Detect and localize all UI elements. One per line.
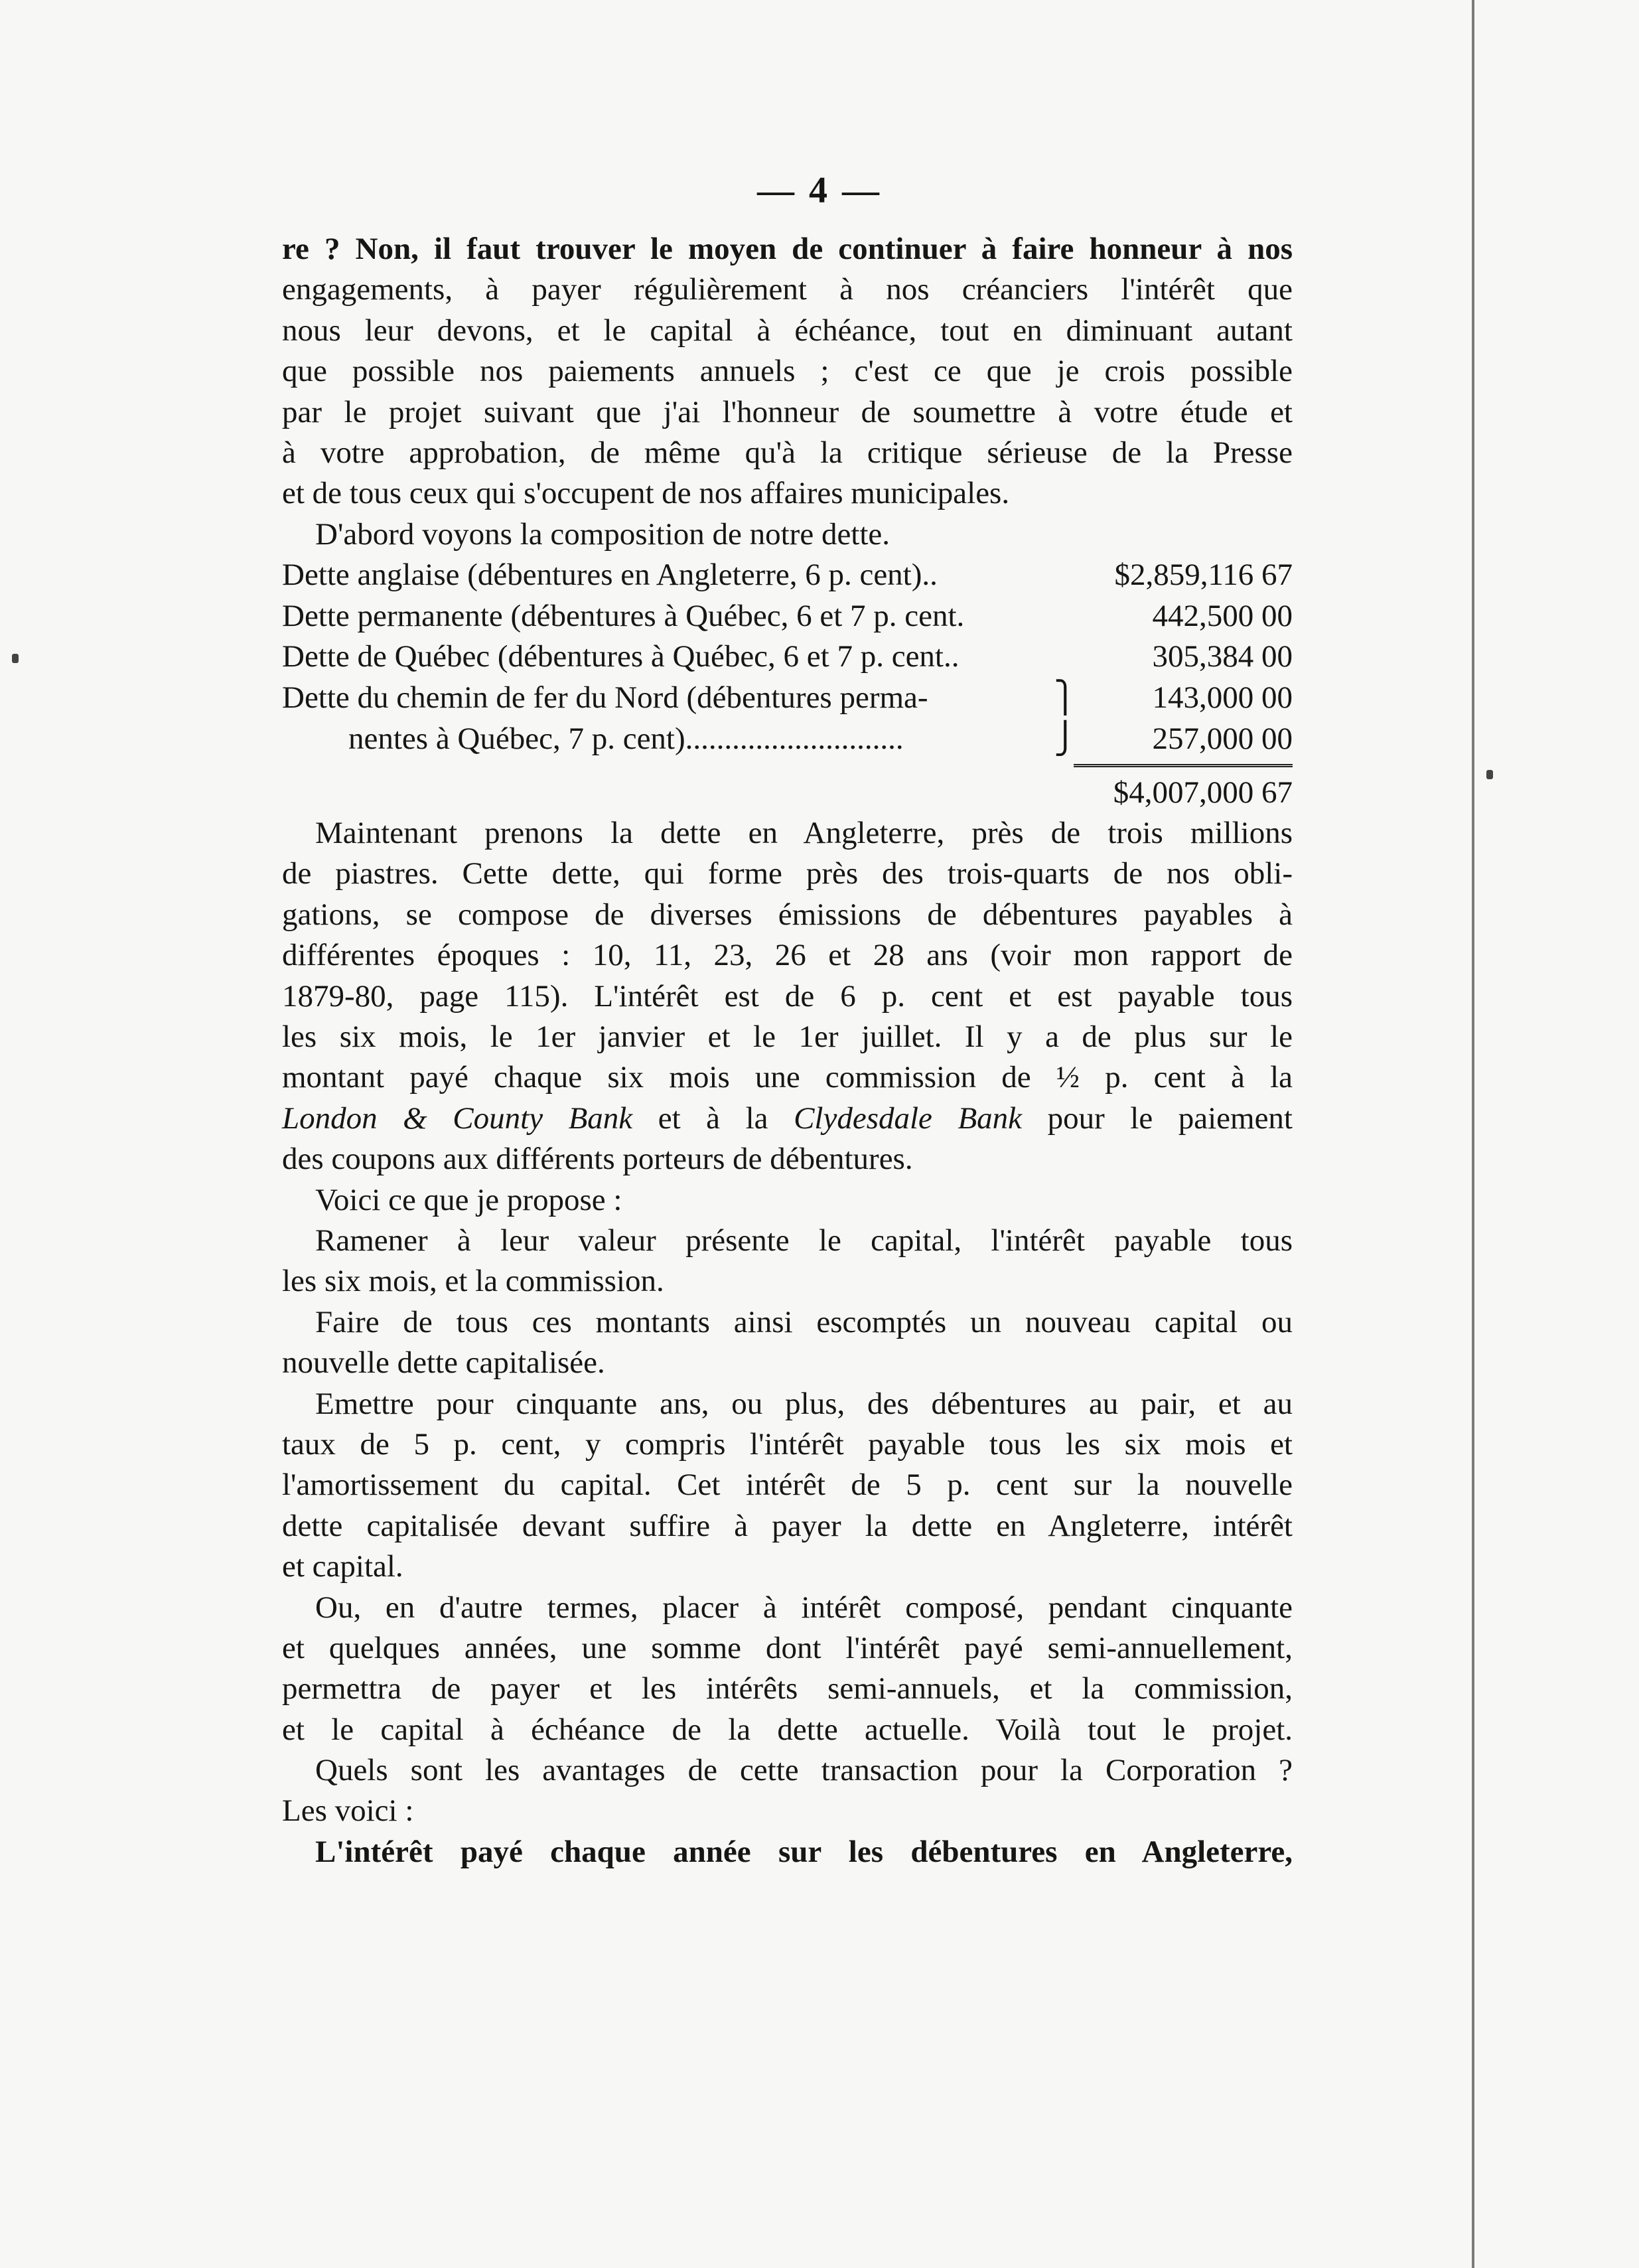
debt-total-row <box>282 759 1293 813</box>
scan-speck <box>1486 770 1493 779</box>
debt-label: Dette anglaise (débentures en Angleterre, 6 p. cent).. <box>282 558 938 593</box>
debt-label: Dette permanente (débentures à Québec, 6 et 7 p. cent. <box>282 598 965 633</box>
debt-row <box>282 677 1293 718</box>
text-line: l'amortissement du capital. Cet intérêt de 5 p. cent sur la nouvelle <box>282 1468 1293 1503</box>
text-line: Ou, en d'autre termes, placer à intérêt composé, pendant cinquante <box>315 1590 1293 1625</box>
text-line: re ? Non, il faut trouver le moyen de continuer à faire honneur à nos <box>282 232 1293 266</box>
debt-row <box>282 596 1293 637</box>
text-line: Faire de tous ces montants ainsi escomptés un nouveau capital ou <box>315 1304 1293 1339</box>
brace-top-glyph: ⎫ <box>1054 680 1077 715</box>
text-line: et le capital à échéance de la dette actuelle. Voilà tout le projet. <box>282 1712 1293 1747</box>
text-line: Quels sont les avantages de cette transaction pour la Corporation ? <box>315 1753 1293 1788</box>
debt-amount: 143,000 00 <box>1152 680 1293 716</box>
bank-name: London & County Bank <box>282 1100 633 1136</box>
debt-amount: $2,859,116 67 <box>1114 558 1293 593</box>
debt-total: $4,007,000 67 <box>1074 764 1293 813</box>
text-line: et de tous ceux qui s'occupent de nos affaires municipales. <box>282 476 1010 511</box>
text-line: nous leur devons, et le capital à échéance, tout en diminuant autant <box>282 313 1293 348</box>
page-number: — 4 — <box>757 170 882 211</box>
debt-amount: 442,500 00 <box>1152 598 1293 633</box>
text-line: Les voici : <box>282 1793 414 1829</box>
text-line: les six mois, et la commission. <box>282 1264 664 1299</box>
text-line: engagements, à payer régulièrement à nos créanciers l'intérêt que <box>282 272 1293 307</box>
text-line: L'intérêt payé chaque année sur les débentures en Angleterre, <box>315 1834 1293 1869</box>
text-line: permettra de payer et les intérêts semi-annuels, et la commission, <box>282 1671 1293 1706</box>
bank-name: Clydesdale Bank <box>794 1100 1023 1136</box>
text-line: de piastres. Cette dette, qui forme près des trois-quarts de nos obli- <box>282 856 1293 891</box>
debt-amount: 305,384 00 <box>1152 639 1293 674</box>
text-line: et quelques années, une somme dont l'intérêt payé semi-annuellement, <box>282 1630 1293 1665</box>
debt-label: nentes à Québec, 7 p. cent)............................ <box>348 721 904 756</box>
text-line: à votre approbation, de même qu'à la critique sérieuse de la Presse <box>282 435 1293 470</box>
text-line: nouvelle dette capitalisée. <box>282 1345 605 1381</box>
text-line: les six mois, le 1er janvier et le 1er juillet. Il y a de plus sur le <box>282 1020 1293 1055</box>
text-line: différentes époques : 10, 11, 23, 26 et 28 ans (voir mon rapport de <box>282 938 1293 973</box>
debt-label: Dette de Québec (débentures à Québec, 6 et 7 p. cent.. <box>282 639 960 674</box>
debt-amount: 257,000 00 <box>1152 721 1293 756</box>
text-line: London & County Bank et à la Clydesdale Bank pour le paiement <box>282 1100 1293 1136</box>
text-line: montant payé chaque six mois une commission de ½ p. cent à la <box>282 1060 1293 1095</box>
text-line: gations, se compose de diverses émissions de débentures payables à <box>282 897 1293 932</box>
debt-row <box>282 637 1293 677</box>
debt-row <box>282 555 1293 595</box>
text-line: des coupons aux différents porteurs de débentures. <box>282 1142 913 1177</box>
text-line: dette capitalisée devant suffire à payer la dette en Angleterre, intérêt <box>282 1508 1293 1543</box>
debt-row <box>282 718 1293 759</box>
text-line: Voici ce que je propose : <box>315 1182 622 1217</box>
text-line: et capital. <box>282 1549 403 1584</box>
text-line: taux de 5 p. cent, y compris l'intérêt payable tous les six mois et <box>282 1426 1293 1462</box>
scan-speck <box>12 654 19 663</box>
text-line: 1879-80, page 115). L'intérêt est de 6 p. cent et est payable tous <box>282 978 1293 1014</box>
text-line: D'abord voyons la composition de notre dette. <box>315 516 891 552</box>
text-line: que possible nos paiements annuels ; c'est ce que je crois possible <box>282 354 1293 389</box>
debt-label: Dette du chemin de fer du Nord (débentures perma- <box>282 680 928 716</box>
brace-bottom-glyph: ⎭ <box>1054 721 1077 755</box>
text-line: Ramener à leur valeur présente le capital, l'intérêt payable tous <box>315 1223 1293 1258</box>
page-edge <box>1472 0 1474 2268</box>
text-line: Emettre pour cinquante ans, ou plus, des débentures au pair, et au <box>315 1386 1293 1421</box>
text-line: par le projet suivant que j'ai l'honneur de soumettre à votre étude et <box>282 394 1293 429</box>
text-line: Maintenant prenons la dette en Angleterre, près de trois millions <box>315 816 1293 851</box>
body-text <box>282 229 1293 1872</box>
